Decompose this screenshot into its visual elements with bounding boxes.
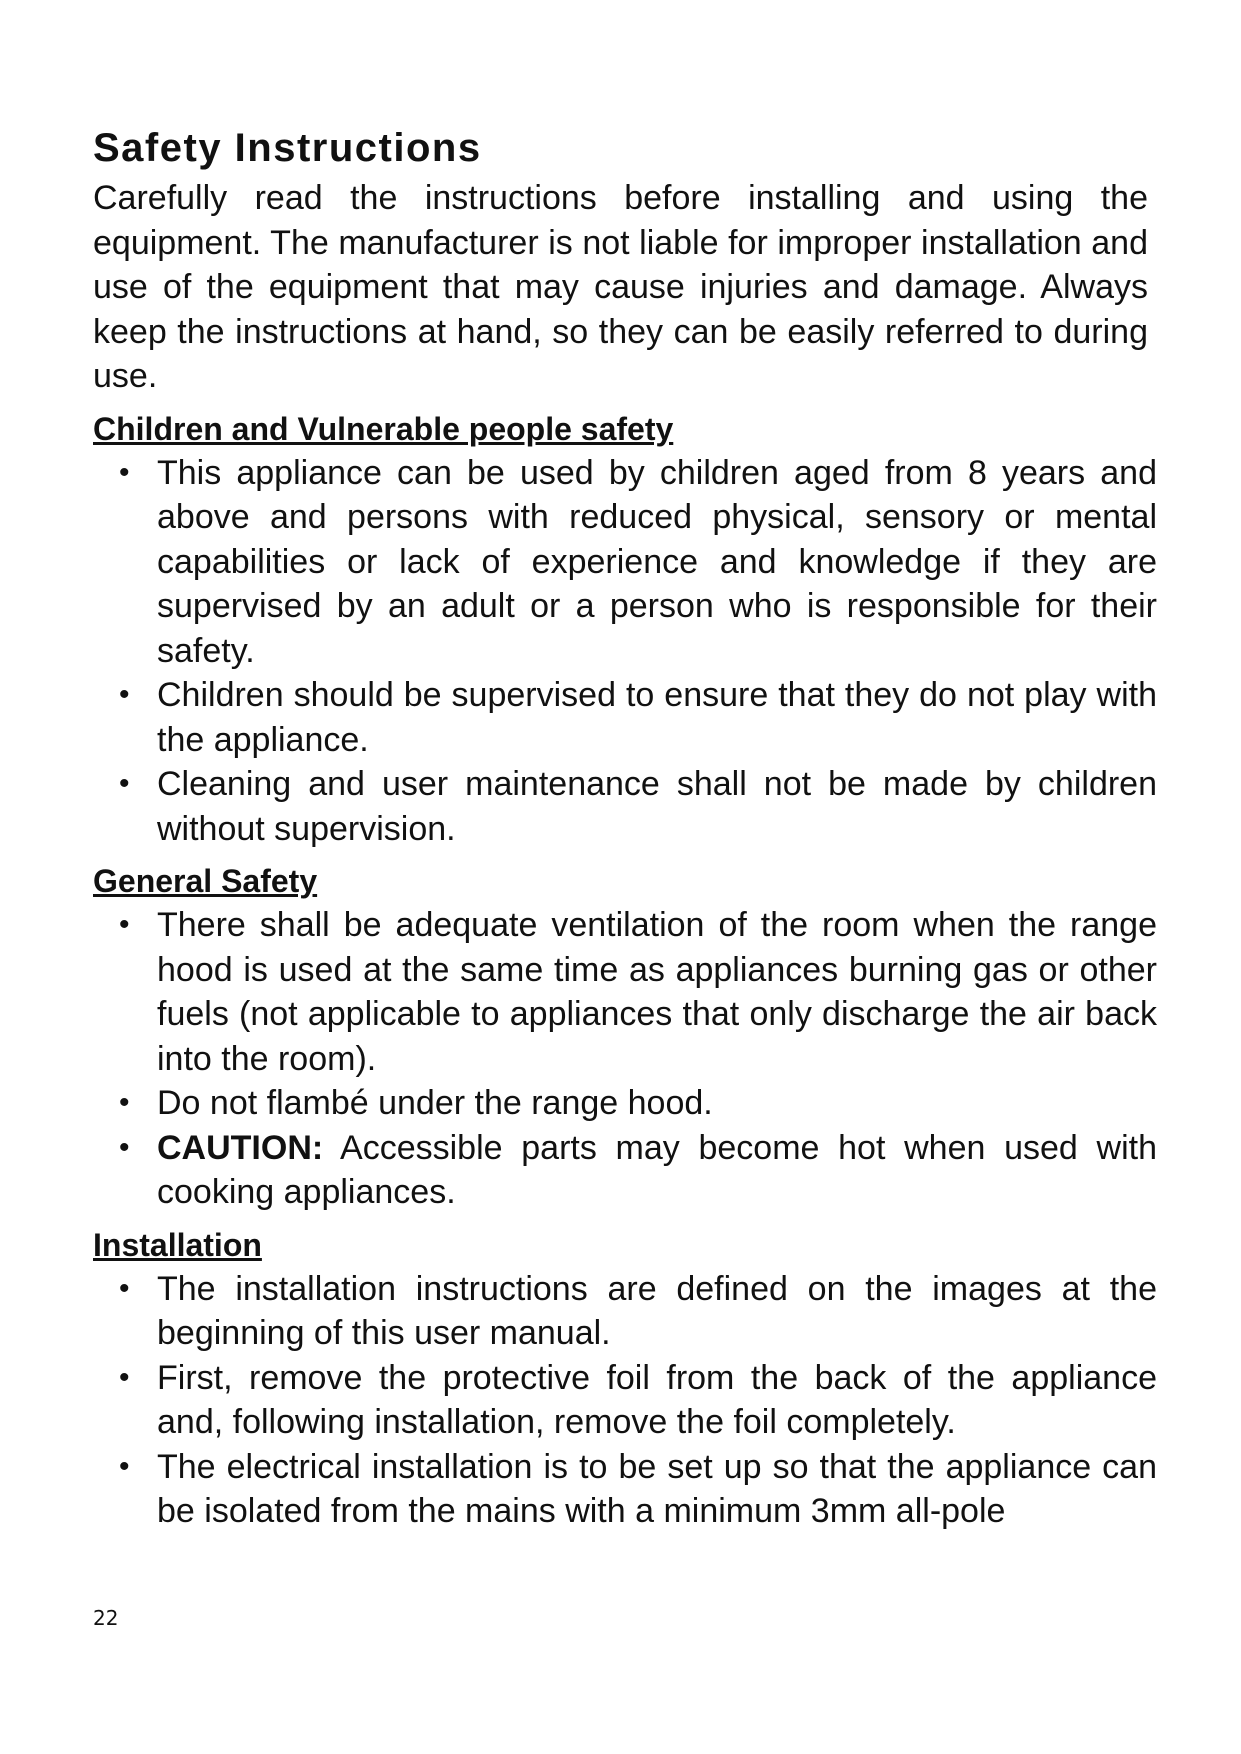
- caution-text: Accessible parts may become hot when used with cooking appliances.: [157, 1128, 1157, 1211]
- list-item: [93, 1356, 1157, 1445]
- bullet-icon: •: [119, 767, 130, 800]
- list-item-text: The installation instructions are defined on the images at the beginning of this user manual.: [157, 1269, 1157, 1352]
- general-safety-list: [93, 903, 1163, 1215]
- bullet-icon: •: [119, 1086, 130, 1119]
- list-item-text: Children should be supervised to ensure that they do not play with the appliance.: [157, 676, 1157, 759]
- list-item: [93, 903, 1157, 1081]
- list-item: [93, 1267, 1157, 1356]
- bullet-icon: •: [119, 908, 130, 941]
- list-item: [93, 451, 1157, 674]
- list-item-text: Cleaning and user maintenance shall not be made by children without supervision.: [157, 765, 1157, 848]
- bullet-icon: •: [119, 1130, 130, 1164]
- bullet-icon: •: [119, 1360, 130, 1394]
- list-item-text: There shall be adequate ventilation of the room when the range hood is used at the same time as appliances burning gas or other fuels (not applicable to appliances that only discharge the air back into the room).: [157, 906, 1157, 1078]
- bullet-icon: •: [119, 1271, 130, 1305]
- children-safety-list: [93, 451, 1163, 852]
- page-number: 22: [93, 1606, 119, 1630]
- list-item-text: First, remove the protective foil from the back of the appliance and, following installation, remove the foil completely.: [157, 1358, 1157, 1441]
- document-page: [93, 120, 1163, 1534]
- caution-item: [93, 1126, 1157, 1215]
- list-item: [93, 1445, 1157, 1534]
- page-title: Safety Instructions: [93, 126, 482, 170]
- bullet-icon: •: [119, 678, 130, 711]
- general-safety-heading: General Safety: [93, 863, 318, 899]
- caution-label: CAUTION:: [157, 1128, 324, 1167]
- list-item-text: The electrical installation is to be set up so that the appliance can be isolated from the mains with a minimum 3mm all-pole: [157, 1447, 1157, 1530]
- list-item-text: This appliance can be used by children aged from 8 years and above and persons with reduced physical, sensory or mental capabilities or lack of experience and knowledge if they are supervised by an adult or a person who is responsible for their safety.: [157, 453, 1157, 670]
- list-item-text: Do not flambé under the range hood.: [157, 1084, 713, 1122]
- installation-list: [93, 1267, 1163, 1534]
- bullet-icon: •: [119, 455, 130, 489]
- list-item: [93, 673, 1157, 762]
- list-item: [93, 762, 1157, 851]
- installation-heading: Installation: [93, 1226, 262, 1263]
- children-safety-heading: Children and Vulnerable people safety: [93, 410, 674, 447]
- list-item: [93, 1081, 1157, 1126]
- intro-paragraph: Carefully read the instructions before installing and using the equipment. The manufacturer is not liable for improper installation and use of the equipment that may cause injuries and damage. Always keep the instructions at hand, so they can be easily referred to during use.: [93, 179, 1148, 395]
- bullet-icon: •: [119, 1449, 130, 1483]
